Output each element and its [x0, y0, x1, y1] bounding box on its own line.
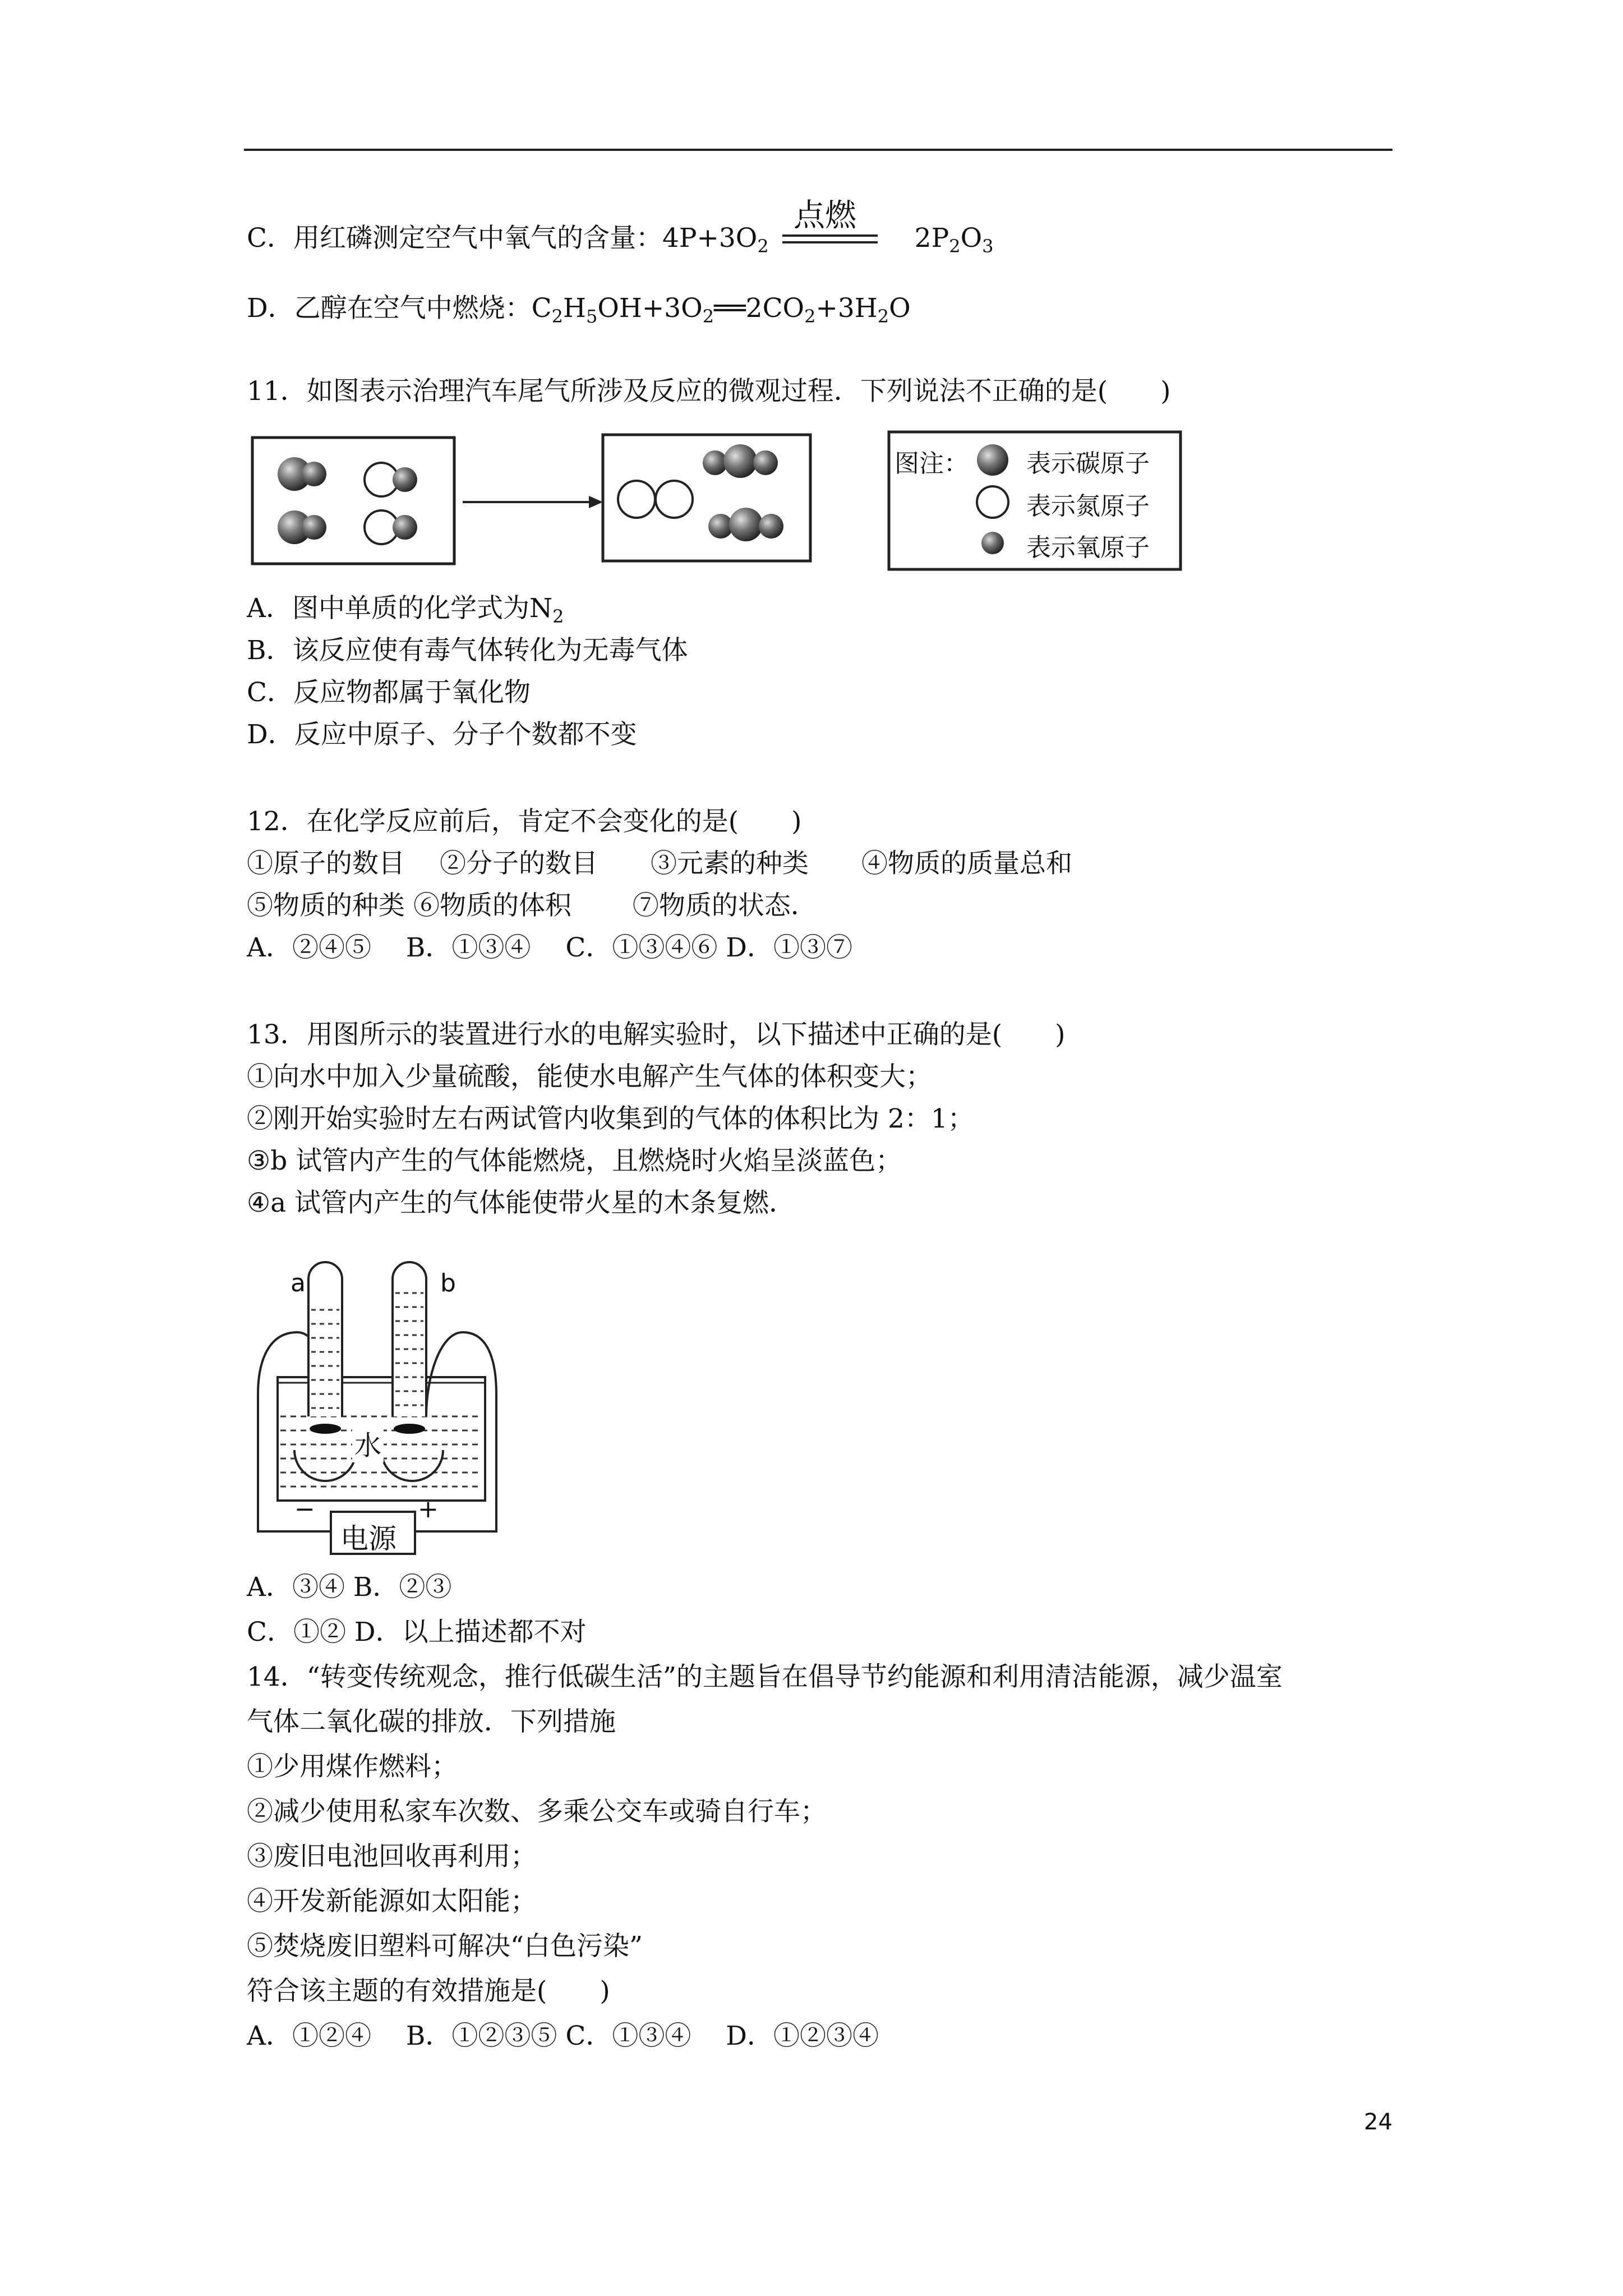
water-label: 水: [352, 1424, 384, 1462]
q11-stem: 11．如图表示治理汽车尾气所涉及反应的微观过程．下列说法不正确的是( ): [247, 376, 1171, 407]
q10-equals-line-2: [782, 241, 878, 243]
q14-measure-2: ②减少使用私家车次数、多乘公交车或骑自行车；: [247, 1796, 827, 1827]
electrolysis-apparatus: [247, 1248, 510, 1562]
legend-carbon-atom: [977, 444, 1008, 476]
q13-statement-1: ①向水中加入少量硫酸，能使水电解产生气体的体积变大；: [247, 1061, 932, 1092]
legend-oxygen-atom: [981, 532, 1004, 554]
legend-nitrogen-atom: [977, 486, 1008, 518]
q14-options: A．①②④ B．①②③⑤ C．①③④ D．①②③④: [247, 2021, 879, 2051]
legend-carbon-label: 表示碳原子: [1026, 449, 1150, 478]
legend-title: 图注：: [895, 449, 969, 478]
q14-measure-1: ①少用煤作燃料；: [247, 1751, 458, 1782]
power-source-label: 电源: [340, 1522, 396, 1555]
q11-option-b: B．该反应使有毒气体转化为无毒气体: [247, 635, 688, 666]
page-number: 24: [1364, 2109, 1393, 2135]
positive-terminal: +: [418, 1495, 439, 1524]
q10-option-c: C．用红磷测定空气中氧气的含量：$4P+3O_2$ $2P_2O_3$: [247, 223, 994, 257]
reactant-box: [252, 438, 454, 564]
q12-options: A．②④⑤ B．①③④ C．①③④⑥ D．①③⑦: [247, 932, 852, 963]
q11-option-c: C．反应物都属于氧化物: [247, 677, 531, 708]
q11-option-a: A．图中单质的化学式为$N_2$: [247, 593, 564, 627]
q14-ask: 符合该主题的有效措施是( ): [247, 1976, 610, 2007]
tube-b-label: b: [440, 1269, 456, 1297]
legend-nitrogen-label: 表示氮原子: [1026, 492, 1150, 521]
q14-measure-4: ④开发新能源如太阳能；: [247, 1886, 537, 1917]
q13-options-ab: A．③④ B．②③: [247, 1572, 452, 1603]
tube-a-label: a: [291, 1269, 306, 1297]
q10-option-d: D．乙醇在空气中燃烧：$C_2H_5OH+3O_2══2CO_2+3H_2O$: [247, 293, 911, 327]
q13-stem: 13．用图所示的装置进行水的电解实验时，以下描述中正确的是( ): [247, 1019, 1066, 1050]
q13-statement-3: ③b 试管内产生的气体能燃烧，且燃烧时火焰呈淡蓝色；: [247, 1145, 902, 1176]
q12-line-1: ①原子的数目 ②分子的数目 ③元素的种类 ④物质的质量总和: [247, 848, 1072, 879]
q10-reaction-condition: 点燃: [794, 197, 856, 234]
q13-options-cd: C．①② D．以上描述都不对: [247, 1617, 587, 1648]
q14-stem-line-1: 14．“转变传统观念，推行低碳生活”的主题旨在倡导节约能源和利用清洁能源，减少温室: [247, 1662, 1283, 1692]
tube-b: [393, 1262, 426, 1416]
q14-measure-5: ⑤焚烧废旧塑料可解决“白色污染”: [247, 1931, 643, 1962]
header-rule: [244, 149, 1393, 151]
negative-terminal: −: [294, 1495, 315, 1524]
q12-stem: 12．在化学反应前后，肯定不会变化的是( ): [247, 806, 802, 837]
electrode-b: [394, 1424, 425, 1434]
q14-measure-3: ③废旧电池回收再利用；: [247, 1841, 537, 1872]
q11-option-d: D．反应中原子、分子个数都不变: [247, 719, 637, 750]
q13-statement-4: ④a 试管内产生的气体能使带火星的木条复燃．: [247, 1188, 796, 1218]
q14-stem-line-2: 气体二氧化碳的排放．下列措施: [247, 1706, 616, 1737]
q12-line-2: ⑤物质的种类 ⑥物质的体积 ⑦物质的状态．: [247, 890, 817, 921]
electrode-a: [310, 1424, 341, 1434]
legend-oxygen-label: 表示氧原子: [1026, 533, 1150, 562]
q13-statement-2: ②刚开始实验时左右两试管内收集到的气体的体积比为 2：1；: [247, 1103, 974, 1134]
q10-equals-line-1: [782, 234, 878, 237]
